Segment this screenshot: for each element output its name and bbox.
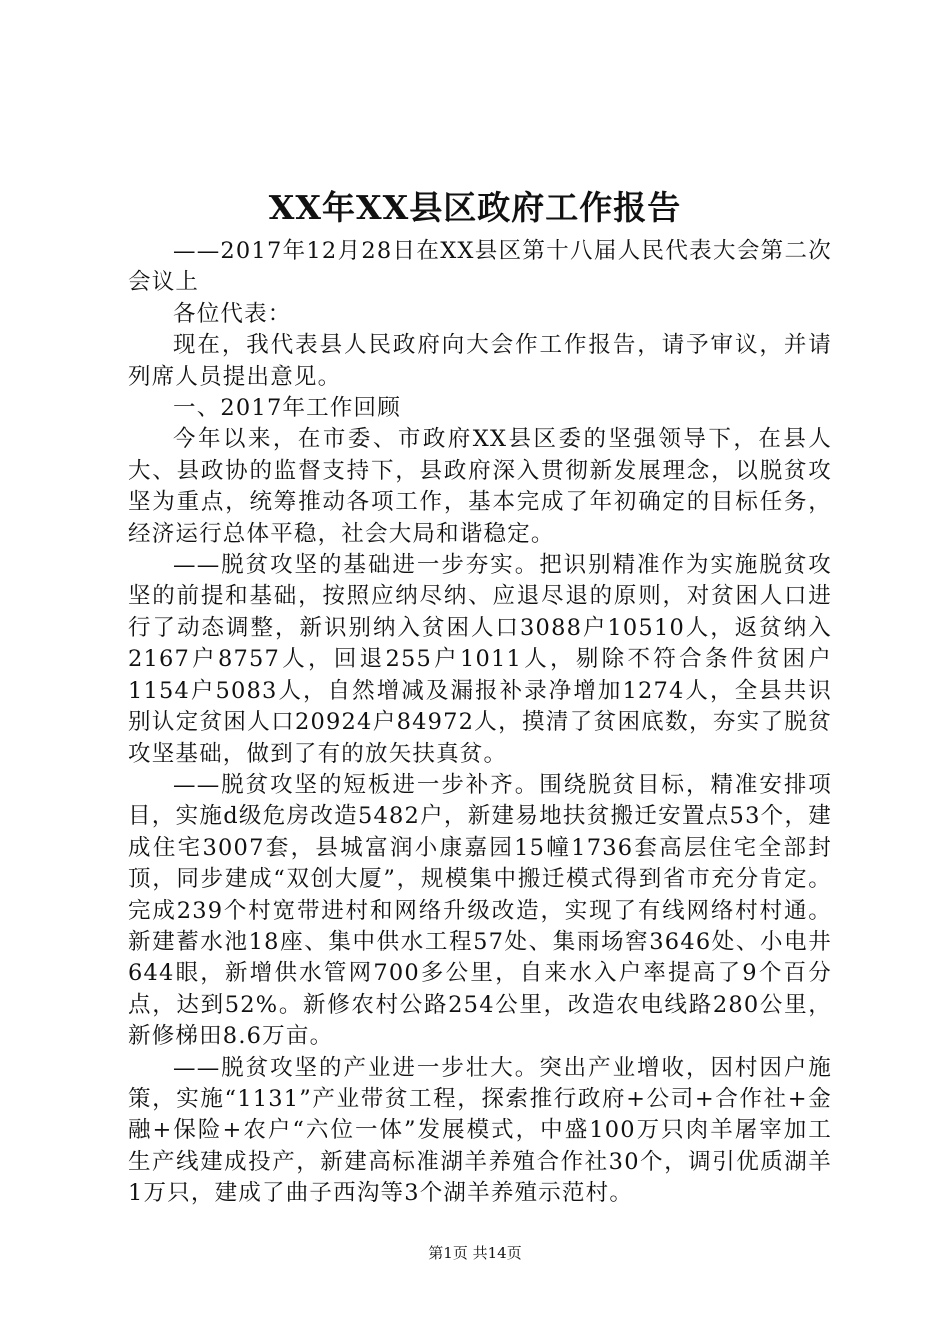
body-paragraph: ——脱贫攻坚的基础进一步夯实。把识别精准作为实施脱贫攻坚的前提和基础，按照应纳尽纳、应退尽退的原则，对贫困人口进行了动态调整，新识别纳入贫困人口3088户10510人，返贫纳入2167户8757人，回退255户1011人，剔除不符合条件贫困户1154户5083人，自然增减及漏报补录净增加1274人，全县共识别认定贫困人口20924户84972人，摸清了贫困底数，夯实了脱贫攻坚基础，做到了有的放矢扶真贫。 [128,552,832,767]
body-paragraph: 今年以来，在市委、市政府XX县区委的坚强领导下，在县人大、县政协的监督支持下，县政府深入贯彻新发展理念，以脱贫攻坚为重点，统筹推动各项工作，基本完成了年初确定的目标任务，经济运行总体平稳，社会大局和谐稳定。 [128,426,832,547]
intro-paragraph: 现在，我代表县人民政府向大会作工作报告，请予审议，并请列席人员提出意见。 [128,332,832,390]
section-heading: 一、2017年工作回顾 [173,395,401,422]
body-paragraph: ——脱贫攻坚的短板进一步补齐。围绕脱贫目标，精准安排项目，实施d级危房改造5482户，新建易地扶贫搬迁安置点53个，建成住宅3007套，县城富润小康嘉园15幢1736套高层住宅全部封顶，同步建成“双创大厦”，规模集中搬迁模式得到省市充分肯定。完成239个村宽带进村和网络升级改造，实现了有线网络村村通。新建蓄水池18座、集中供水工程57处、集雨场窖3646处、小电井644眼，新增供水管网700多公里，自来水入户率提高了9个百分点，达到52%。新修农村公路254公里，改造农电线路280公里，新修梯田8.6万亩。 [128,771,832,1050]
document-title: XX年XX县区政府工作报告 [268,188,682,227]
document-body [128,236,832,1210]
body-paragraph: ——脱贫攻坚的产业进一步壮大。突出产业增收，因村因户施策，实施“1131”产业带贫工程，探索推行政府+公司+合作社+金融+保险+农户“六位一体”发展模式，中盛100万只肉羊屠宰加工生产线建成投产，新建高标准湖羊养殖合作社30个，调引优质湖羊1万只，建成了曲子西沟等3个湖羊养殖示范村。 [128,1054,832,1207]
salutation-paragraph: 各位代表： [173,300,292,327]
page-number-footer: 第1页 共14页 [428,1244,522,1262]
subtitle-paragraph: ——2017年12月28日在XX县区第十八届人民代表大会第二次会议上 [128,238,832,296]
